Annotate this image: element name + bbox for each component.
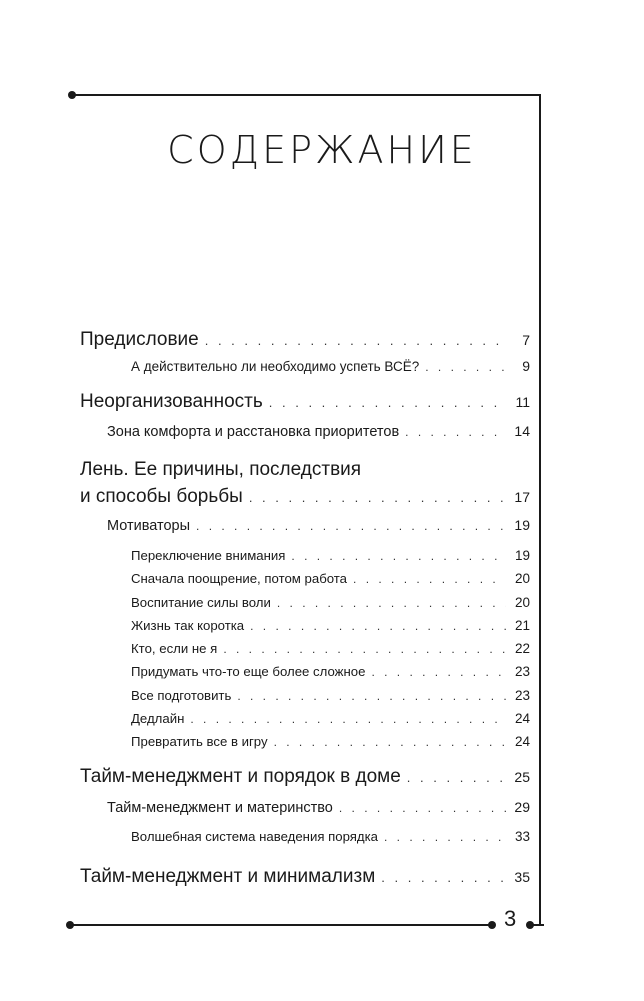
dot-leader: [269, 395, 506, 410]
toc-entry-page: 23: [514, 664, 530, 679]
dot-leader: [249, 490, 506, 505]
toc-entry: [131, 358, 530, 374]
toc-entry-page: 20: [514, 571, 530, 586]
toc-entry-page: 19: [514, 548, 530, 563]
toc-entry-page: 17: [514, 489, 530, 505]
toc-entry: [107, 517, 530, 534]
toc-entry-page: 25: [514, 769, 530, 785]
dot-leader: [381, 870, 506, 885]
toc-entry: [80, 766, 530, 788]
toc-entry-label: и способы борьбы: [80, 486, 243, 507]
toc-entry: [80, 866, 530, 888]
dot-leader: [339, 801, 506, 815]
toc-entry-page: 21: [514, 618, 530, 633]
frame-right-rule: [539, 94, 541, 925]
toc-entry-label: Все подготовить: [131, 688, 232, 703]
frame-bottom-rule: [72, 924, 492, 926]
toc-entry: [80, 391, 530, 413]
toc-entry: [131, 641, 530, 656]
toc-entry-label: Сначала поощрение, потом работа: [131, 571, 348, 586]
toc-entry: [131, 734, 530, 749]
frame-top-left-dot: [68, 91, 76, 99]
toc-entry-page: 24: [514, 711, 530, 726]
toc-entry-label: Дедлайн: [131, 711, 185, 726]
dot-leader: [237, 689, 506, 703]
toc-entry-label: Придумать что-то еще более сложное: [131, 664, 366, 679]
dot-leader: [190, 712, 506, 726]
toc-entry-label: Тайм-менеджмент и материнство: [107, 800, 333, 816]
toc-entry-label: Волшебная система наведения порядка: [131, 829, 379, 844]
frame-bottom-right-dot: [526, 921, 534, 929]
dot-leader: [371, 665, 506, 679]
toc-entry-label: Зона комфорта и расстановка приоритетов: [107, 424, 400, 440]
toc-entry: [131, 664, 530, 679]
dot-leader: [250, 619, 506, 633]
toc-entry-label-line1: Лень. Ее причины, последствия: [80, 459, 362, 480]
toc-entry-page: 19: [514, 517, 530, 533]
dot-leader: [291, 549, 506, 563]
toc-entry-label: Неорганизованность: [80, 391, 263, 412]
toc-entry-label: Жизнь так коротка: [131, 618, 245, 633]
dot-leader: [196, 519, 506, 533]
toc-entry: [131, 548, 530, 563]
frame-top-rule: [72, 94, 540, 96]
toc-entry: [131, 711, 530, 726]
page-title: СОДЕРЖАНИЕ: [167, 128, 477, 172]
dot-leader: [405, 425, 506, 439]
toc-entry-label: Превратить все в игру: [131, 734, 268, 749]
dot-leader: [274, 735, 506, 749]
toc-entry-page: 14: [514, 423, 530, 439]
toc-entry-label: Предисловие: [80, 329, 199, 350]
toc-entry-label: Тайм-менеджмент и порядок в доме: [80, 766, 401, 787]
toc-entry-page: 23: [514, 688, 530, 703]
toc-entry-page: 29: [514, 799, 530, 815]
dot-leader: [384, 830, 506, 844]
toc-entry: [107, 799, 530, 816]
toc-entry-label: Мотиваторы: [107, 518, 191, 534]
toc-entry-label: Кто, если не я: [131, 641, 218, 656]
toc-entry-page: 7: [522, 332, 530, 348]
toc-entry: [80, 486, 530, 508]
dot-leader: [277, 596, 506, 610]
dot-leader: [223, 642, 506, 656]
dot-leader: [205, 333, 506, 348]
toc-entry-page: 22: [514, 641, 530, 656]
toc-entry-page: 33: [514, 829, 530, 844]
toc-entry: [131, 688, 530, 703]
toc-entry-label: Воспитание силы воли: [131, 595, 271, 610]
toc-entry: [131, 829, 530, 844]
toc-entry: [131, 571, 530, 586]
toc-entry-page: 9: [522, 358, 530, 374]
toc-entry-label: А действительно ли необходимо успеть ВСЁ?: [131, 359, 420, 374]
toc-entry: [107, 423, 530, 440]
frame-bottom-left-dot: [66, 921, 74, 929]
page-number: 3: [504, 906, 517, 931]
toc-entry-page: 24: [514, 734, 530, 749]
dot-leader: [425, 360, 506, 374]
toc-entry-label: Переключение внимания: [131, 548, 286, 563]
toc-entry-page: 35: [514, 869, 530, 885]
toc-entry-label: Тайм-менеджмент и минимализм: [80, 866, 376, 887]
toc-entry: [131, 595, 530, 610]
dot-leader: [407, 770, 506, 785]
toc-entry-page: 11: [515, 394, 530, 410]
toc-entry: [80, 329, 530, 351]
frame-bottom-mid-dot: [488, 921, 496, 929]
dot-leader: [353, 572, 506, 586]
toc-entry-page: 20: [514, 595, 530, 610]
toc-entry: [131, 618, 530, 633]
